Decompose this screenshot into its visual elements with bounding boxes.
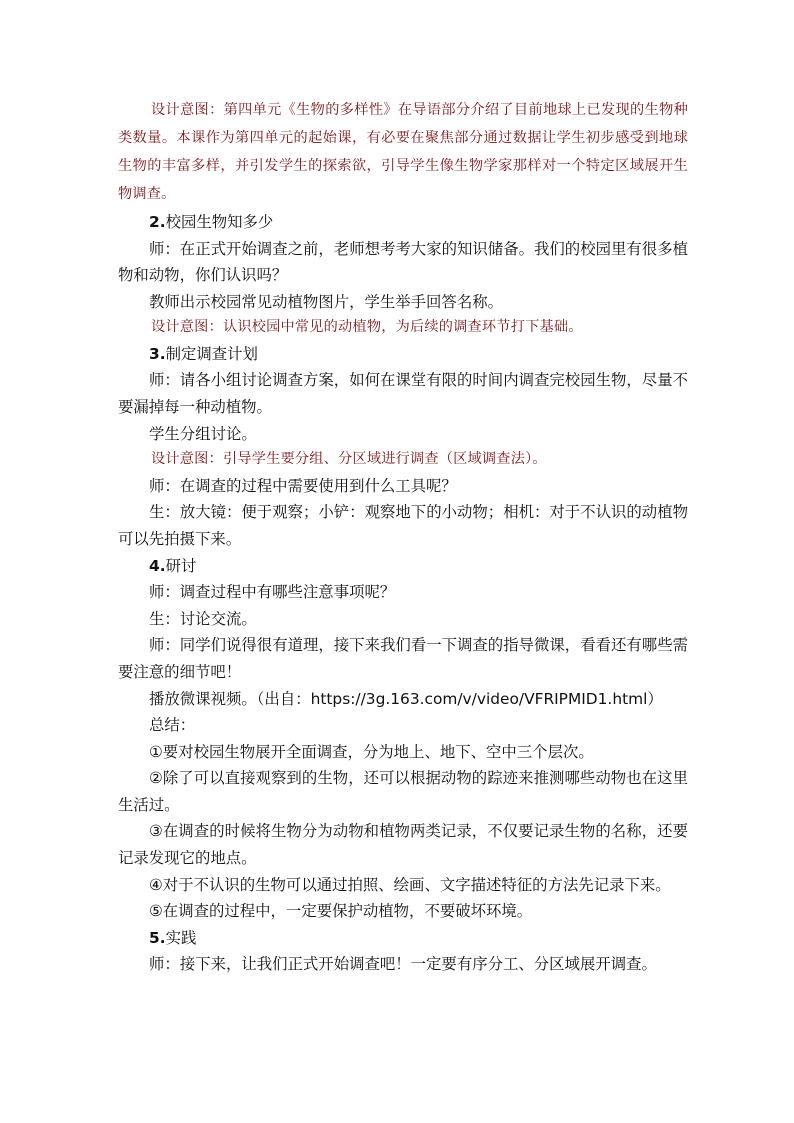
- teacher-line: 师：调查过程中有哪些注意事项呢？: [149, 583, 396, 602]
- design-intent-paragraph: 设计意图：引导学生要分组、分区域进行调查（区域调查法）。: [151, 451, 547, 468]
- student-line: 生：讨论交流。: [149, 609, 257, 628]
- document-content: [118, 96, 688, 978]
- section-title: 校园生物知多少: [165, 213, 274, 231]
- video-line: [118, 686, 688, 713]
- design-intent-paragraph: 设计意图：认识校园中常见的动植物，为后续的调查环节打下基础。: [151, 319, 583, 336]
- video-suffix: ）: [647, 689, 663, 708]
- video-prefix: 播放微课视频。（出自：: [149, 689, 311, 708]
- section-heading-5: [118, 925, 688, 952]
- narration-line: 教师出示校园常见动植物图片，学生举手回答名称。: [149, 292, 503, 311]
- section-heading-4: [118, 553, 688, 580]
- summary-item: ①要对校园生物展开全面调查，分为地上、地下、空中三个层次。: [149, 742, 594, 761]
- teacher-line: 师：在调查的过程中需要使用到什么工具呢？: [149, 476, 457, 495]
- teacher-line: 师：同学们说得很有道理，接下来我们看一下调查的指导微课，看看还有哪些需要注意的细节吧！: [118, 636, 688, 681]
- teacher-line: 师：请各小组讨论调查方案，如何在课堂有限的时间内调查完校园生物，尽量不要漏掉每一种动植物。: [118, 371, 688, 417]
- section-heading-2: [118, 209, 688, 236]
- video-url: https://3g.163.com/v/video/VFRIPMID1.html: [310, 689, 648, 708]
- summary-item: ②除了可以直接观察到的生物，还可以根据动物的踪迹来推测哪些动物也在这里生活过。: [118, 769, 688, 814]
- section-number: 4.: [149, 556, 166, 575]
- design-intent-paragraph: 设计意图：第四单元《生物的多样性》在导语部分介绍了目前地球上已发现的生物种类数量。本课作为第四单元的起始课，有必要在聚焦部分通过数据让学生初步感受到地球生物的丰富多样，并引发学生的探索欲，引导学生像生物学家那样对一个特定区域展开生物调查。: [118, 102, 688, 202]
- student-line: 生：放大镜：便于观察；小铲：观察地下的小动物；相机：对于不认识的动植物可以先拍摄下来。: [118, 503, 688, 548]
- summary-item: ④对于不认识的生物可以通过拍照、绘画、文字描述特征的方法先记录下来。: [149, 875, 671, 894]
- teacher-line: 师：接下来，让我们正式开始调查吧！一定要有序分工、分区域展开调查。: [149, 955, 657, 974]
- section-number: 2.: [149, 213, 166, 231]
- section-title: 制定调查计划: [165, 344, 258, 363]
- section-number: 3.: [149, 344, 166, 363]
- summary-item: ⑤在调查的过程中，一定要保护动植物，不要破坏环境。: [149, 902, 533, 921]
- section-number: 5.: [149, 928, 166, 947]
- summary-item: ③在调查的时候将生物分为动物和植物两类记录，不仅要记录生物的名称，还要记录发现它的地点。: [118, 822, 688, 868]
- teacher-line: 师：在正式开始调查之前，老师想考考大家的知识储备。我们的校园里有很多植物和动物，你们认识吗？: [118, 239, 688, 285]
- section-title: 实践: [165, 928, 197, 947]
- section-heading-3: [118, 341, 688, 368]
- section-title: 研讨: [165, 556, 197, 575]
- narration-line: 学生分组讨论。: [149, 424, 257, 443]
- summary-label: 总结：: [149, 716, 196, 735]
